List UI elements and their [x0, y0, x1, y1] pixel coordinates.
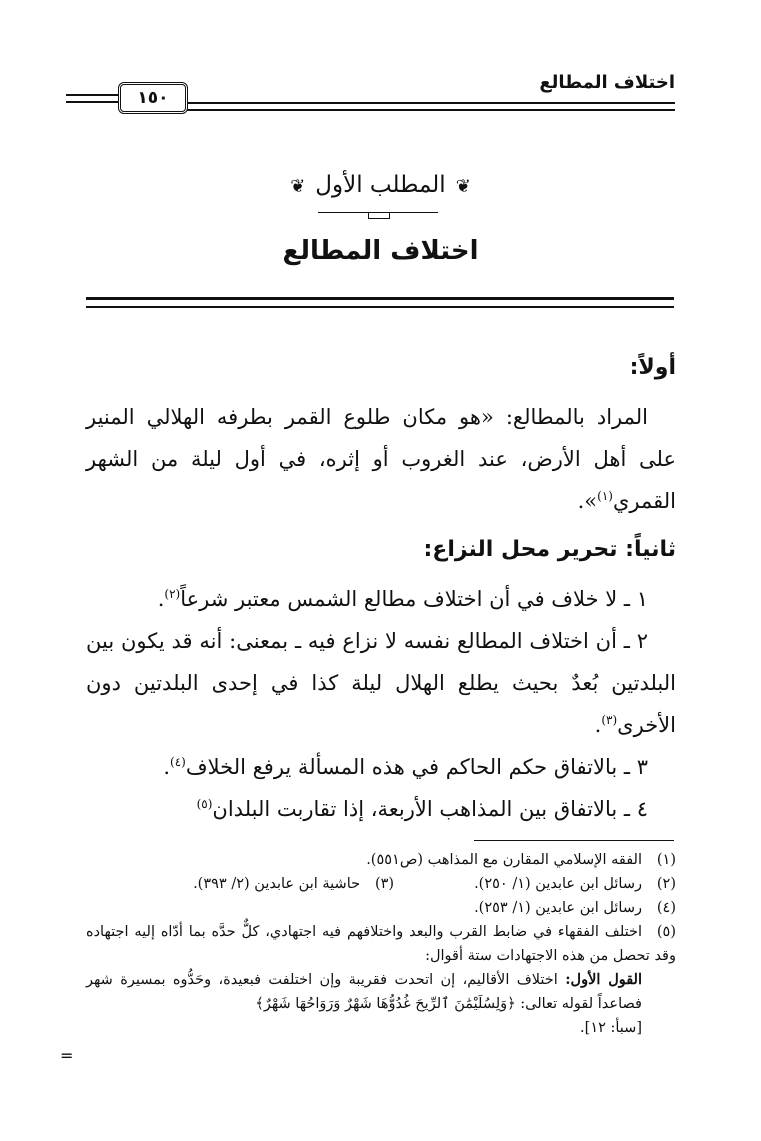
list-item: ٤ ـ بالاتفاق بين المذاهب الأربعة، إذا تقاربت البلدان$^{(٥)}$	[196, 797, 648, 821]
list-item: ٢ ـ أن اختلاف المطالع نفسه لا نزاع فيه ـ بمعنى: أنه قد يكون بين البلدتين بُعدٌ بحيث يطلع الهلال ليلة كذا في إحدى البلدتين دون الأخرى$^{(٣)}$.	[86, 629, 676, 737]
page-header	[60, 70, 675, 106]
continuation-mark: =	[60, 1046, 74, 1065]
main-text	[86, 340, 676, 830]
quran-verse: ﴿وَلِسُلَيْمَٰنَ ٱلرِّيحَ غُدُوُّهَا شَهْرٌ وَرَوَاحُهَا شَهْرٌ﴾	[255, 996, 516, 1012]
footnote-continued: [سبأ: ١٢].	[580, 1020, 642, 1036]
page-number: ١٥٠	[118, 82, 188, 114]
footnote: (٥)اختلف الفقهاء في ضابط القرب والبعد واختلافهم فيه اجتهادي، كلٌّ حدَّه بما أدّاه إليه اجتهاده وقد تحصل من هذه الاجتهادات ستة أقوال:	[86, 924, 676, 964]
definition-text: «هو مكان طلوع القمر بطرفه الهلالي المنير على أهل الأرض، عند الغروب أو إثره، في أول ليلة من الشهر القمري	[86, 405, 676, 513]
heading-first: أولاً:	[629, 355, 676, 380]
footnote: (٤)رسائل ابن عابدين (١/ ٢٥٣).	[474, 900, 676, 916]
section-subtitle	[0, 172, 761, 198]
footnote: (١)الفقه الإسلامي المقارن مع المذاهب (ص٥٥١).	[366, 852, 676, 868]
footnote-ref: (٤)	[170, 755, 186, 769]
list-item: ٣ ـ بالاتفاق حكم الحاكم في هذه المسألة يرفع الخلاف$^{(٤)}$.	[163, 755, 648, 779]
title-divider	[86, 297, 674, 308]
definition-paragraph: المراد بالمطالع: «هو مكان طلوع القمر بطرفه الهلالي المنير على أهل الأرض، عند الغروب أو إثره، في أول ليلة من الشهر القمري$^{(١)}$».	[86, 405, 676, 513]
subtitle-text: المطلب الأول	[315, 172, 446, 198]
running-title: اختلاف المطالع	[539, 72, 675, 93]
heading-second: ثانياً: تحرير محل النزاع:	[423, 537, 676, 562]
header-rule	[182, 102, 675, 111]
list-item: ١ ـ لا خلاف في أن اختلاف مطالع الشمس معتبر شرعاً$^{(٢)}$.	[157, 587, 648, 611]
page-number-bar	[66, 94, 118, 103]
footnotes	[86, 848, 676, 1040]
definition-label: المراد بالمطالع:	[505, 405, 648, 429]
footnote-continued: القول الأول: اختلاف الأقاليم، إن اتحدت فقريبة وإن اختلفت فبعيدة، وحَدُّوه بمسيرة شهر فصاعداً لقوله تعالى: ﴿وَلِسُلَيْمَٰنَ ٱلرِّيحَ غُدُوُّهَا شَهْرٌ وَرَوَاحُهَا شَهْرٌ﴾	[86, 971, 643, 1012]
subtitle-divider	[318, 212, 438, 213]
footnote-ref: (٥)	[196, 797, 213, 811]
footnote: (٢)رسائل ابن عابدين (١/ ٢٥٠).(٣)حاشية ابن عابدين (٢/ ٣٩٣).	[193, 876, 676, 892]
section-title: اختلاف المطالع	[282, 236, 479, 266]
footnote-ref: (١)	[597, 489, 613, 503]
footnote-ref: (٢)	[164, 587, 181, 601]
footnote-ref: (٣)	[601, 713, 618, 727]
footnote-divider	[474, 840, 674, 841]
ornament-right-icon: ❦	[455, 176, 471, 197]
ornament-left-icon: ❦	[290, 176, 306, 197]
